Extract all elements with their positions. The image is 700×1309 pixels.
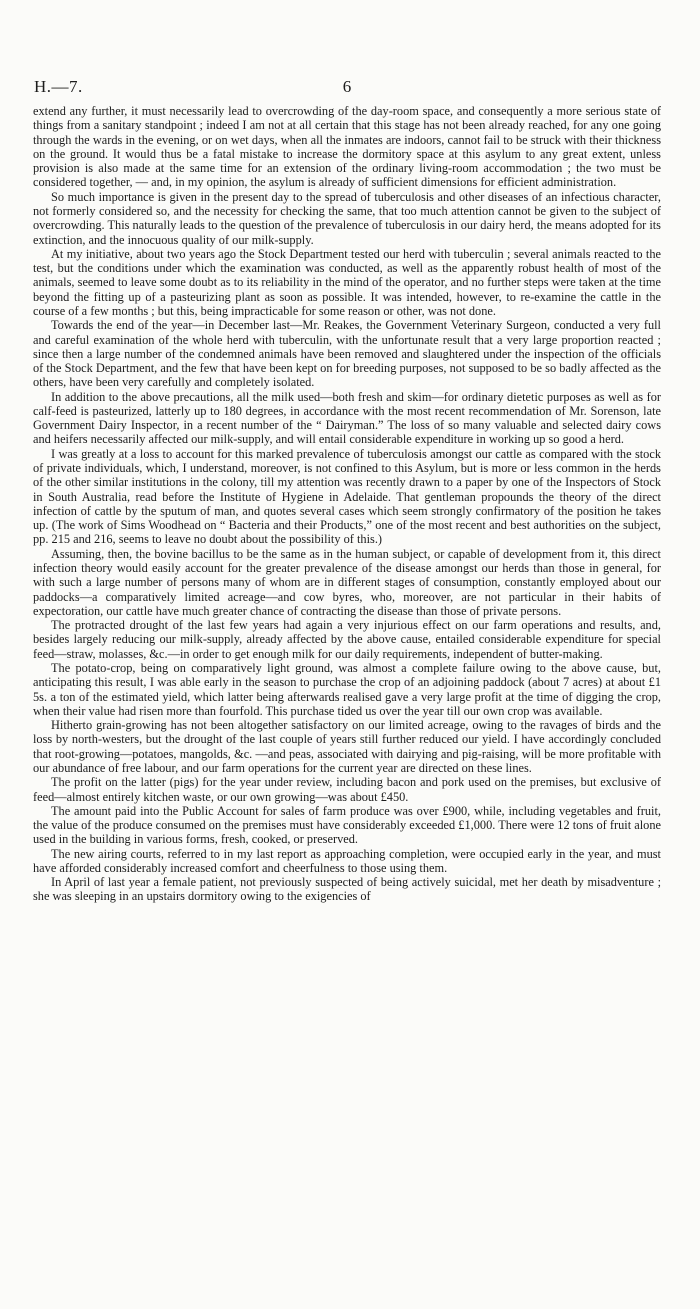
body-text [33, 104, 661, 904]
paragraph: extend any further, it must necessarily lead to overcrowding of the day-room space, and consequently a more serious state of things from a sanitary standpoint ; indeed I am not at all certain that this stage has not been already reached, for any one going through the wards in the evening, or on wet days, when all the inmates are indoors, cannot fail to be struck with their thickness on the ground. It would thus be a fatal mistake to increase the dormitory space at this asylum to any great extent, unless provision is also made at the same time for an extension of the ordinary living-room accommodation ; the two must be considered together, — and, in my opinion, the asylum is already of sufficient dimensions for efficient administration. [33, 104, 661, 190]
paragraph: The protracted drought of the last few years had again a very injurious effect on our farm operations and results, and, besides largely reducing our milk-supply, already affected by the above cause, entailed considerable expenditure for special feed—straw, molasses, &c.—in order to get enough milk for our daily requirements, independent of butter-making. [33, 618, 661, 661]
page-header [34, 77, 660, 99]
paragraph: The new airing courts, referred to in my last report as approaching completion, were occupied early in the year, and must have afforded considerably increased comfort and cheerfulness to those using them. [33, 846, 661, 875]
paragraph: Towards the end of the year—in December last—Mr. Reakes, the Government Veterinary Surgeon, conducted a very full and careful examination of the whole herd with tuberculin, with the unfortunate result that a very large proportion reacted ; since then a large number of the condemned animals have been removed and slaughtered under the inspection of the officials of the Stock Department, and the few that have been kept on for breeding purposes, not supposed to be so badly affected as the others, have been very carefully and completely isolated. [33, 318, 661, 390]
paragraph: The profit on the latter (pigs) for the year under review, including bacon and pork used on the premises, but exclusive of feed—almost entirely kitchen waste, or our own growing—was about £450. [33, 775, 661, 804]
paragraph: The amount paid into the Public Account for sales of farm produce was over £900, while, including vegetables and fruit, the value of the produce consumed on the premises must have considerably exceeded £1,000. There were 12 tons of fruit alone used in the building in various forms, fresh, cooked, or preserved. [33, 803, 661, 847]
paragraph: The potato-crop, being on comparatively light ground, was almost a complete failure owing to the above cause, but, anticipating this result, I was able early in the season to purchase the crop of an adjoining paddock (about 7 acres) at about £1 5s. a ton of the estimated yield, which latter being afterwards realised gave a very large profit at the time of digging the crop, when their value had risen more than fourfold. This purchase tided us over the year till our own crop was available. [33, 660, 661, 718]
paragraph: At my initiative, about two years ago the Stock Department tested our herd with tuberculin ; several animals reacted to the test, but the conditions under which the examination was conducted, as well as the apparently robust health of most of the animals, seemed to leave some doubt as to its reliability in the mind of the operator, and no further steps were taken at the time beyond the fitting up of a pasteurizing plant as soon as possible. It was intended, however, to re-examine the cattle in the course of a few months ; but this, being impracticable for some reason or other, was not done. [33, 246, 661, 318]
paragraph: In addition to the above precautions, all the milk used—both fresh and skim—for ordinary dietetic purposes as well as for calf-feed is pasteurized, latterly up to 180 degrees, in accordance with the most recent recommendation of Mr. Sorenson, late Government Dairy Inspector, in a recent number of the “ Dairyman.” The loss of so many valuable and selected dairy cows and heifers necessarily affected our milk-supply, and will entail considerable expenditure in working up so good a herd. [33, 389, 661, 447]
paragraph: I was greatly at a loss to account for this marked prevalence of tuberculosis amongst our cattle as compared with the stock of private individuals, which, I understand, moreover, is not confined to this Asylum, but is more or less common in the herds of the other similar institutions in the colony, till my attention was recently drawn to a paper by one of the Inspectors of Stock in South Australia, read before the Institute of Hygiene in Adelaide. That gentleman propounds the theory of the direct infection of cattle by the sputum of man, and quotes several cases which seem strongly confirmatory of the position he takes up. (The work of Sims Woodhead on “ Bacteria and their Products,” one of the most recent and best authorities on the subject, pp. 215 and 216, seems to leave no doubt about the possibility of this.) [33, 446, 661, 547]
paragraph: In April of last year a female patient, not previously suspected of being actively suicidal, met her death by misadventure ; she was sleeping in an upstairs dormitory owing to the exigencies of [33, 875, 661, 904]
document-reference: H.—7. [34, 77, 83, 96]
page-number: 6 [342, 77, 352, 96]
paragraph: Assuming, then, the bovine bacillus to be the same as in the human subject, or capable of development from it, this direct infection theory would easily account for the greater prevalence of the disease amongst our herds than those in general, for with such a large number of persons many of whom are in different stages of consumption, constantly employed about our paddocks—a comparatively limited acreage—and cow byres, who, moreover, are not particular in their habits of expectoration, our cattle have much greater chance of contracting the disease than those of private persons. [33, 546, 661, 618]
paragraph: Hitherto grain-growing has not been altogether satisfactory on our limited acreage, owing to the ravages of birds and the loss by north-westers, but the drought of the last couple of years still further reduced our yield. I have accordingly concluded that root-growing—potatoes, mangolds, &c. —and peas, associated with dairying and pig-raising, will be more profitable with our abundance of free labour, and our farm operations for the current year are directed on these lines. [33, 718, 661, 775]
paragraph: So much importance is given in the present day to the spread of tuberculosis and other diseases of an infectious character, not formerly considered so, and the necessity for checking the same, that too much attention cannot be given to the subject of overcrowding. This naturally leads to the question of the prevalence of tuberculosis in our dairy herd, the means adopted for its extinction, and the innocuous quality of our milk-supply. [33, 189, 661, 247]
